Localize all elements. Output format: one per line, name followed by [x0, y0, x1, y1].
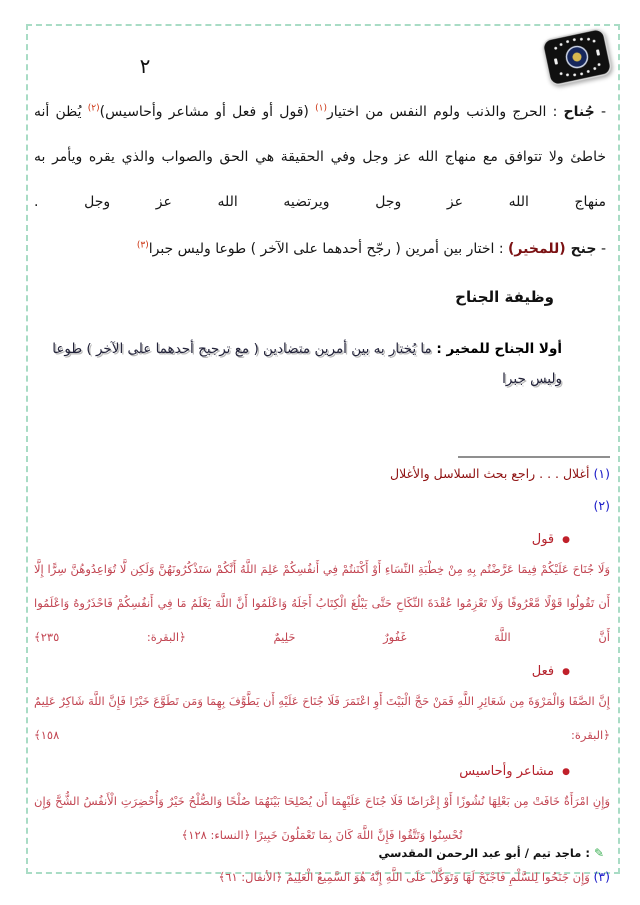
footnote-2-marker: (٢): [593, 498, 610, 513]
footnote-3-marker: (٣): [593, 869, 610, 884]
bullet-label: مشاعر وأحاسيس: [459, 764, 555, 779]
author-name: : ماجد تيم / أبو عبد الرحمن المقدسي: [378, 846, 590, 860]
definition-text-1: الحرج والذنب ولوم النفس من اختيار: [326, 104, 547, 120]
bullet-icon: ●: [562, 667, 570, 677]
verse-text: وَلَا جُنَاحَ عَلَيْكُمْ فِيمَا عَرَّضْتُم بِهِ مِنْ خِطْبَةِ النِّسَاءِ أَوْ أَكْنَنتُمْ فِي أَنفُسِكُمْ عَلِمَ اللَّهُ أَنَّكُمْ سَتَذْكُرُونَهُنَّ وَلَكِن لَّا تُوَاعِدُوهُنَّ سِرًّا إِلَّا أَن تَقُولُوا قَوْلًا مَّعْرُوفًا وَلَا تَعْزِمُوا عُقْدَةَ النِّكَاحِ حَتَّى يَبْلُغَ الْكِتَابُ أَجَلَهُ وَاعْلَمُوا أَنَّ اللَّهَ يَعْلَمُ مَا فِي أَنفُسِكُمْ فَاحْذَرُوهُ وَاعْلَمُوا أَنَّ اللَّهَ غَفُورٌ حَلِيمٌ: [34, 562, 610, 644]
term-lilmukhayyar: (للمخير): [508, 241, 566, 257]
footnote-ref-1: (١): [315, 103, 327, 114]
first-point-line: [34, 334, 606, 394]
page-number: ٢: [139, 54, 151, 78]
verse-reference: ﴿البقرة: ١٥٨﴾: [34, 728, 610, 742]
definition-janaha: [34, 227, 606, 272]
verse-nisa-128: [34, 784, 610, 852]
body-text: [34, 90, 606, 272]
footnotes-area: [34, 456, 610, 888]
bullet-item-fil: [34, 662, 610, 682]
footnote-1: [34, 464, 610, 484]
verse-text: وَإِنِ امْرَأَةٌ خَافَتْ مِن بَعْلِهَا نُشُوزًا أَوْ إِعْرَاضًا فَلَا جُنَاحَ عَلَيْهِمَا أَن يُصْلِحَا بَيْنَهُمَا صُلْحًا وَالصُّلْحُ خَيْرٌ وَأُحْضِرَتِ الْأَنفُسُ الشُّحَّ وَإِن تُحْسِنُوا وَتَتَّقُوا فَإِنَّ اللَّهَ كَانَ بِمَا تَعْمَلُونَ خَبِيرًا: [34, 794, 610, 842]
verse-text: إِنَّ الصَّفَا وَالْمَرْوَةَ مِن شَعَائِرِ اللَّهِ فَمَنْ حَجَّ الْبَيْتَ أَوِ اعْتَمَرَ فَلَا جُنَاحَ عَلَيْهِ أَن يَطَّوَّفَ بِهِمَا وَمَن تَطَوَّعَ خَيْرًا فَإِنَّ اللَّهَ شَاكِرٌ عَلِيمٌ: [34, 694, 610, 708]
term-janaha: جنح: [565, 241, 597, 257]
first-point-lead: أولا الجناح للمخير :: [431, 341, 562, 357]
footnote-ref-3: (٣): [136, 240, 149, 251]
colon-separator: :: [546, 104, 564, 120]
footnote-1-marker: (١): [593, 466, 610, 481]
verse-reference: ﴿البقرة: ٢٣٥﴾: [34, 630, 186, 644]
verse-text: وَإِن جَنَحُوا لِلسَّلْمِ فَاجْنَحْ لَهَا وَتَوَكَّلْ عَلَى اللَّهِ إِنَّهُ هُوَ السَّمِيعُ الْعَلِيمُ: [282, 870, 594, 884]
verse-reference: ﴿الأنفال: ٦١﴾: [218, 870, 283, 884]
bullet-icon: ●: [562, 535, 570, 545]
definition-text: : اختار بين أمرين ( رجّح أحدهما على الآخر ) طوعا وليس جبرا: [148, 241, 509, 257]
bullet-item-qawl: [34, 530, 610, 550]
definition-text-2: (قول أو فعل أو مشاعر وأحاسيس): [99, 104, 316, 120]
footnote-3: [34, 866, 610, 888]
dash-bullet: -: [600, 104, 606, 120]
verse-baqarah-235: [34, 552, 610, 654]
bullet-item-mashair: [34, 762, 610, 782]
footnote-separator: [458, 456, 610, 458]
section-heading: وظيفة الجناح: [455, 288, 554, 306]
pen-icon: ✎: [593, 846, 604, 860]
first-point-definition: ما يُختار به بين أمرين متضادين ( مع ترجيح أحدهما على الآخر ) طوعا وليس جبرا: [52, 341, 562, 387]
dash-bullet: -: [600, 241, 606, 257]
term-junah: جُناح: [563, 104, 595, 120]
verse-baqarah-158: [34, 684, 610, 752]
bullet-label: قول: [531, 532, 555, 547]
footnote-1-text: أغلال . . . راجع بحث السلاسل والأغلال: [389, 466, 594, 481]
author-footer: [34, 846, 610, 860]
bullet-label: فعل: [531, 664, 555, 679]
bullet-icon: ●: [562, 767, 570, 777]
definition-junah: [34, 90, 606, 225]
verse-reference: ﴿النساء: ١٢٨﴾: [181, 828, 251, 842]
footnote-2: [34, 496, 610, 516]
footnote-ref-2: (٢): [87, 103, 100, 114]
definition-text-3: يُظن أنه خاطئ ولا تتوافق مع منهاج الله عز وجل وفي الحقيقة هي الحق والصواب والذي يقره ويأمر به منهاج الله عز وجل ويرتضيه الله عز وجل .: [34, 104, 606, 210]
